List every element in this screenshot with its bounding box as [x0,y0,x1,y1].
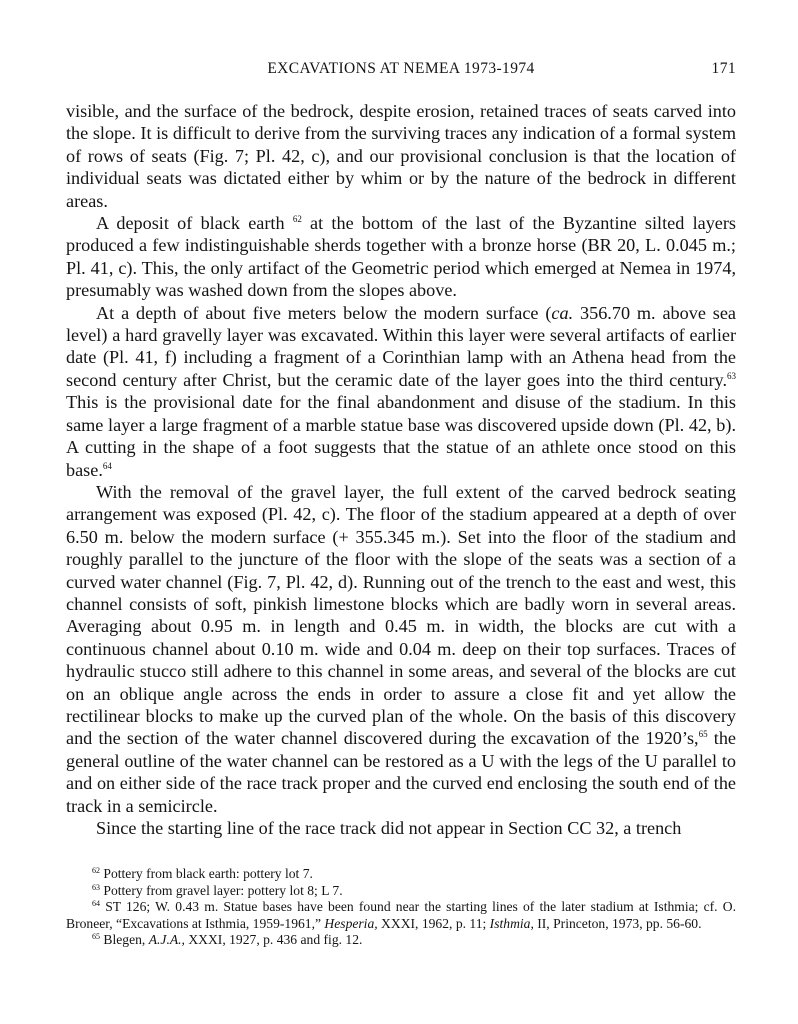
text-run: At a depth of about five meters below the modern surface ( [96,302,552,323]
text-run: at the bottom of the last of the Byzantine silted layers produced a few indistinguishable sherds together with a bronze horse (BR 20, L. 0.045 m.; Pl. 41, c). This, the only artifact of the Geometric period which emerged at Nemea in 1974, presumably was washed down from the slopes above. [66,213,736,301]
text-run: This is the provisional date for the final abandonment and disuse of the stadium. In this same layer a large fragment of a marble statue base was discovered upside down (Pl. 42, b). A cutting in the shape of a foot suggests that the statue of an athlete once stood on this base. [66,392,736,480]
paragraph [66,100,736,212]
text-run: visible, and the surface of the bedrock, despite erosion, retained traces of seats carved into the slope. It is difficult to derive from the surviving traces any indication of a formal system of rows of seats (Fig. 7; Pl. 42, c), and our provisional conclusion is that the location of individual seats was dictated either by whim or by the nature of the bedrock in different areas. [66,101,736,211]
footnote [66,899,736,932]
paragraph [66,302,736,481]
text-run: 356.70 m. above sea level) a hard gravelly layer was excavated. Within this layer were several artifacts of earlier date (Pl. 41, f) including a fragment of a Corinthian lamp with an Athena head from the second century after Christ, but the ceramic date of the layer goes into the third century. [66,302,737,390]
footnote-ref: 62 [92,866,100,875]
document-page [66,60,737,948]
page-number: 171 [711,60,736,77]
footnote [66,866,736,883]
footnote-ref: 62 [292,214,302,225]
text-run: ST 126; W. 0.43 m. Statue bases have been found near the starting lines of the later stadium at Isthmia; cf. O. Broneer, “Excavations at Isthmia, 1959-1961,” [66,899,736,931]
running-head [66,60,736,84]
paragraph [66,212,736,302]
text-run: the general outline of the water channel can be restored as a U with the legs of the U parallel to and on either side of the race track proper and the curved end enclosing the south end of the track in a semicircle. [66,728,736,816]
footnote-ref: 65 [92,932,100,942]
text-run: II, Princeton, 1973, pp. 56-60. [533,915,702,931]
footnote-ref: 64 [92,899,100,909]
footnotes [66,866,736,949]
italic-text: Hesperia, [324,915,378,931]
text-run: Since the starting line of the race track did not appear in Section CC 32, a trench [96,818,682,838]
text-run: Pottery from gravel layer: pottery lot 8; L 7. [100,882,343,898]
body-text [66,100,736,839]
text-run: A deposit of black earth [96,213,293,234]
footnote [66,932,736,949]
footnote-ref: 63 [727,370,736,381]
footnote-ref: 63 [92,882,100,892]
running-title: EXCAVATIONS AT NEMEA 1973-1974 [267,60,535,77]
paragraph [66,817,736,839]
text-run: Pottery from black earth: pottery lot 7. [100,866,313,881]
italic-text: ca. [551,302,574,323]
footnote [66,883,736,900]
text-run: With the removal of the gravel layer, the full extent of the carved bedrock seating arrangement was exposed (Pl. 42, c). The floor of the stadium appeared at a depth of over 6.50 m. below the modern surface (+ 355.345 m.). Set into the floor of the stadium and roughly parallel to the juncture of the floor with the slope of the seats was a section of a curved water channel (Fig. 7, Pl. 42, d). Running out of the trench to the east and west, this channel consists of soft, pinkish limestone blocks which are badly worn in several areas. Averaging about 0.95 m. in length and 0.45 m. in width, the blocks are cut with a continuous channel about 0.10 m. wide and 0.04 m. deep on their top surfaces. Traces of hydraulic stucco still adhere to this channel in some areas, and several of the blocks are cut on an oblique angle across the ends in order to assure a close fit and yet allow the rectilinear blocks to make up the curved plan of the whole. On the basis of this discovery and the section of the water channel discovered during the excavation of the 1920’s, [66,481,736,749]
text-run: XXXI, 1927, p. 436 and fig. 12. [184,932,363,948]
text-run: XXXI, 1962, p. 11; [377,915,490,931]
italic-text: A.J.A., [148,932,185,948]
paragraph [66,481,736,817]
footnote-ref: 64 [102,460,112,471]
text-run: Blegen, [100,932,149,948]
footnote-ref: 65 [698,729,708,740]
italic-text: Isthmia, [489,915,534,931]
